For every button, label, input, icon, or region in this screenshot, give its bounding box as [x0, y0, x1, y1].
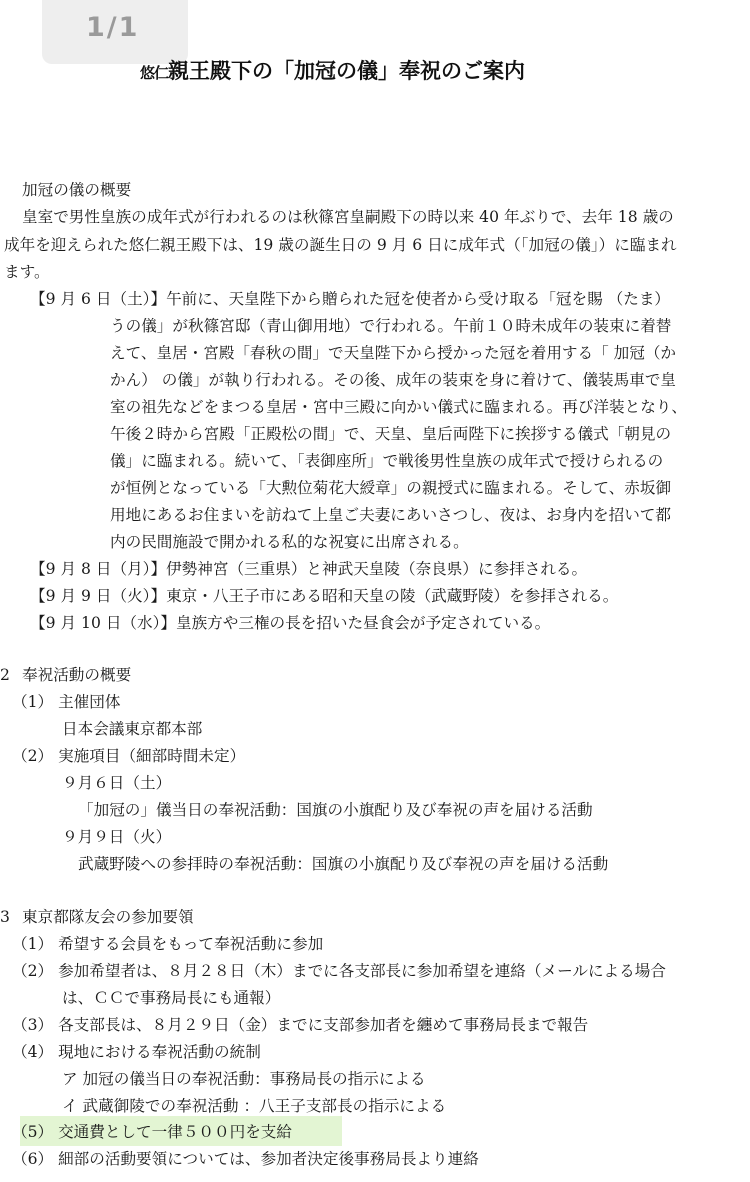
section2-item: （1） 主催団体: [12, 693, 121, 711]
section2-heading: 奉祝活動の概要: [22, 666, 132, 684]
section2-item: ９月６日（土）: [62, 774, 172, 792]
section3-item: イ 武蔵御陵での奉祝活動 ：八王子支部長の指示による: [62, 1097, 447, 1115]
section3-item: （1） 希望する会員をもって奉祝活動に参加: [12, 935, 324, 953]
schedule-sep6-line: 午後２時から宮殿「正殿松の間」で、天皇、皇后両陛下に挨拶する儀式「朝見の: [110, 425, 672, 443]
section1-intro-line: 成年を迎えられた悠仁親王殿下は、19 歳の誕生日の 9 月 6 日に成年式（「加冠の儀」）に臨まれ: [4, 236, 677, 254]
section3-item: ア 加冠の儀当日の奉祝活動：事務局長の指示による: [62, 1070, 426, 1088]
section3-heading: 東京都隊友会の参加要領: [22, 908, 194, 926]
section3-number: 3: [0, 908, 10, 926]
schedule-sep6-line: が恒例となっている「大勲位菊花大綬章」の親授式に臨まれる。そして、赤坂御: [110, 479, 672, 497]
section2-item: （2） 実施項目（細部時間未定）: [12, 747, 246, 765]
schedule-sep6-line: えて、皇居・宮殿「春秋の間」で天皇陛下から授かった冠を着用する「 加冠（か: [110, 344, 677, 362]
schedule-sep6-line: 室の祖先などをまつる皇居・宮中三殿に向かい儀式に臨まれる。再び洋装となり、: [110, 398, 687, 416]
section2-item: ９月９日（火）: [62, 828, 172, 846]
schedule-sep8: 【9 月 8 日（月）】伊勢神宮（三重県）と神武天皇陵（奈良県）に参拝される。: [30, 560, 588, 578]
section2-item: 武蔵野陵への参拝時の奉祝活動：国旗の小旗配り及び奉祝の声を届ける活動: [78, 855, 609, 873]
section1-intro-line: 皇室で男性皇族の成年式が行われるのは秋篠宮皇嗣殿下の時以来 40 年ぶりで、去年 18 歳の: [22, 208, 674, 226]
section1-intro-line: ます。: [4, 263, 50, 281]
schedule-sep6-line: 内の民間施設で開かれる私的な祝宴に出席される。: [110, 533, 469, 551]
section3-item-highlighted: （5） 交通費として一律５００円を支給: [12, 1123, 292, 1141]
schedule-sep6-line: 用地にあるお住まいを訪ねて上皇ご夫妻にあいさつし、夜は、お身内を招いて都: [110, 506, 671, 524]
title-text: 親王殿下の「加冠の儀」奉祝のご案内: [168, 59, 526, 83]
title-prefix: 悠仁: [140, 64, 169, 82]
document-title: [140, 55, 525, 85]
section2-number: 2: [0, 666, 10, 684]
page-counter-text: 1/1: [86, 12, 140, 43]
section3-item: は、ＣＣで事務局長にも通報）: [62, 989, 281, 1007]
section3-item: （3） 各支部長は、８月２９日（金）までに支部参加者を纏めて事務局長まで報告: [12, 1016, 589, 1034]
schedule-sep9: 【9 月 9 日（火）】東京・八王子市にある昭和天皇の陵（武蔵野陵）を参拝される。: [30, 587, 619, 605]
section2-item: 「加冠の」儀当日の奉祝活動：国旗の小旗配り及び奉祝の声を届ける活動: [78, 801, 593, 819]
section3-item: （6） 細部の活動要領については、参加者決定後事務局長より連絡: [12, 1150, 479, 1168]
section1-heading: 加冠の儀の概要: [22, 181, 132, 199]
schedule-sep6-line: かん） の儀」が執り行われる。その後、成年の装束を身に着けて、儀装馬車で皇: [110, 371, 677, 389]
section3-item: （4） 現地における奉祝活動の統制: [12, 1043, 261, 1061]
schedule-sep10: 【9 月 10 日（水）】皇族方や三権の長を招いた昼食会が予定されている。: [30, 614, 551, 632]
schedule-sep6-line: うの儀」が秋篠宮邸（青山御用地）で行われる。午前１０時未成年の装束に着替: [110, 317, 672, 335]
schedule-sep6-line: 【9 月 6 日（土）】午前に、天皇陛下から贈られた冠を使者から受け取る「冠を賜 （たま）: [30, 290, 671, 308]
schedule-sep6-line: 儀」に臨まれる。続いて、「表御座所」で戦後男性皇族の成年式で授けられるの: [110, 452, 664, 470]
section2-item: 日本会議東京都本部: [62, 720, 203, 738]
section3-item: （2） 参加希望者は、８月２８日（木）までに各支部長に参加希望を連絡（メールによる場合: [12, 962, 666, 980]
